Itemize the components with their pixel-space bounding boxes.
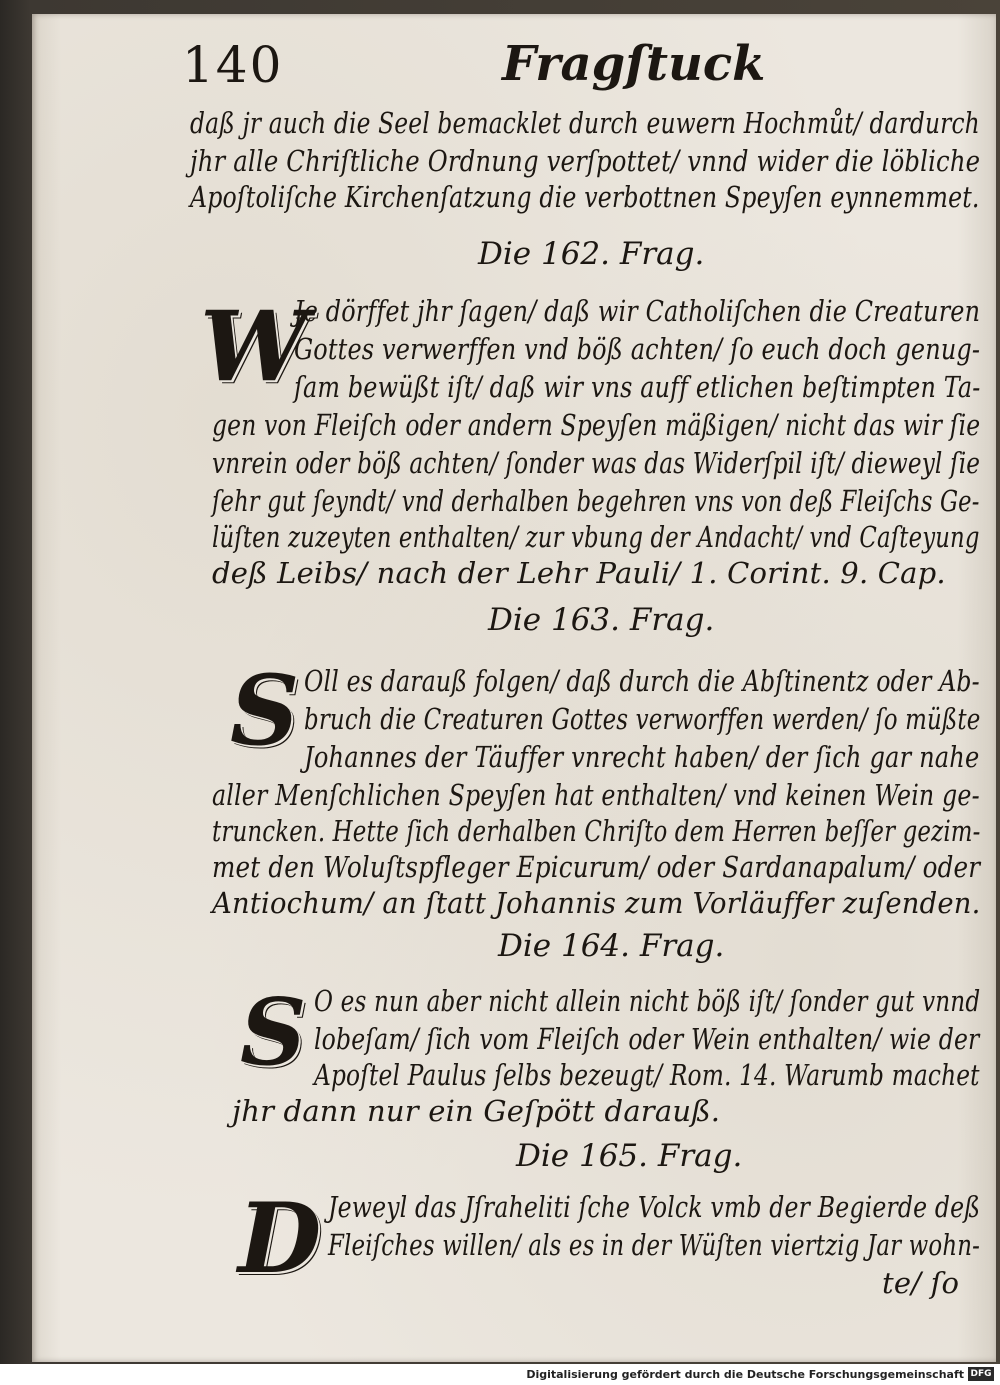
dfg-logo: DFG <box>968 1367 994 1381</box>
text-line: deß Leibs/ nach der Lehr Pauli/ 1. Corint. 9. Cap. <box>212 556 946 590</box>
page-number: 140 <box>182 36 284 94</box>
book-page <box>32 14 996 1362</box>
running-title: Fragſtuck <box>502 36 766 92</box>
text-line: aller Menſchlichen Speyſen hat enthalten/ vnd keinen Wein ge- <box>212 778 980 812</box>
text-line: truncken. Hette ſich derhalben Chriſto dem Herren beſſer gezim- <box>212 814 981 848</box>
text-line: Je dörffet jhr ſagen/ daß wir Catholiſchen die Creaturen <box>294 294 981 328</box>
text-line: Fleiſches willen/ als es in der Wüſten viertzig Jar wohn- <box>328 1228 981 1262</box>
text-line: jhr dann nur ein Geſpött darauß. <box>232 1094 721 1128</box>
text-line: bruch die Creaturen Gottes verworffen werden/ ſo müßte <box>304 702 981 736</box>
text-line: lobeſam/ ſich vom Fleiſch oder Wein enthalten/ wie der <box>314 1022 980 1056</box>
text-line: Oll es darauß folgen/ daß durch die Abſtinentz oder Ab- <box>304 664 980 698</box>
digitization-footer <box>0 1364 1000 1385</box>
text-line: gen von Fleiſch oder andern Speyſen mäßigen/ nicht das wir ſie <box>212 408 981 442</box>
text-line: Apoſtoliſche Kirchenſatzung die verbottnen Speyſen eynnemmet. <box>190 180 980 214</box>
question-heading: Die 165. Frag. <box>516 1138 743 1174</box>
text-line: Antiochum/ an ſtatt Johannis zum Vorläuffer zuſenden. <box>212 886 981 920</box>
text-line: te/ ſo <box>882 1266 960 1300</box>
text-line: ſehr gut ſeyndt/ vnd derhalben begehren vns von deß Fleiſchs Ge- <box>212 484 980 518</box>
text-line: Gottes verwerffen vnd böß achten/ ſo euch doch genug- <box>294 332 981 366</box>
drop-cap-initial: S <box>230 654 300 767</box>
text-line: met den Woluſtspfleger Epicurum/ oder Sardanapalum/ oder <box>212 850 981 884</box>
text-line: jhr alle Chriſtliche Ordnung verſpottet/ vnnd wider die löbliche <box>190 144 981 178</box>
question-heading: Die 164. Frag. <box>498 928 725 964</box>
drop-cap-initial: W <box>200 290 308 403</box>
text-line: Johannes der Täuffer vnrecht haben/ der ſich gar nahe <box>304 740 980 774</box>
text-line: O es nun aber nicht allein nicht böß iſt/ ſonder gut vnnd <box>314 984 981 1018</box>
question-heading: Die 162. Frag. <box>478 236 705 272</box>
drop-cap-initial: D <box>238 1182 322 1295</box>
text-line: vnrein oder böß achten/ ſonder was das Widerſpil iſt/ dieweyl ſie <box>212 446 981 480</box>
text-line: daß jr auch die Seel bemacklet durch euwern Hochmůt/ dardurch <box>190 106 980 140</box>
text-line: Apoſtel Paulus ſelbs bezeugt/ Rom. 14. Warumb machet <box>314 1058 980 1092</box>
text-line: lüſten zuzeyten enthalten/ zur vbung der Andacht/ vnd Caſteyung <box>212 520 980 554</box>
funding-credit: Digitalisierung gefördert durch die Deutsche Forschungsgemeinschaft <box>526 1368 964 1381</box>
page-header <box>182 36 982 106</box>
text-line: ſam bewüßt iſt/ daß wir vns auff etlichen beſtimpten Ta- <box>294 370 981 404</box>
question-heading: Die 163. Frag. <box>488 602 715 638</box>
text-line: Jeweyl das Jſraheliti ſche Volck vmb der Begierde deß <box>328 1190 981 1224</box>
drop-cap-initial: S <box>240 978 307 1086</box>
